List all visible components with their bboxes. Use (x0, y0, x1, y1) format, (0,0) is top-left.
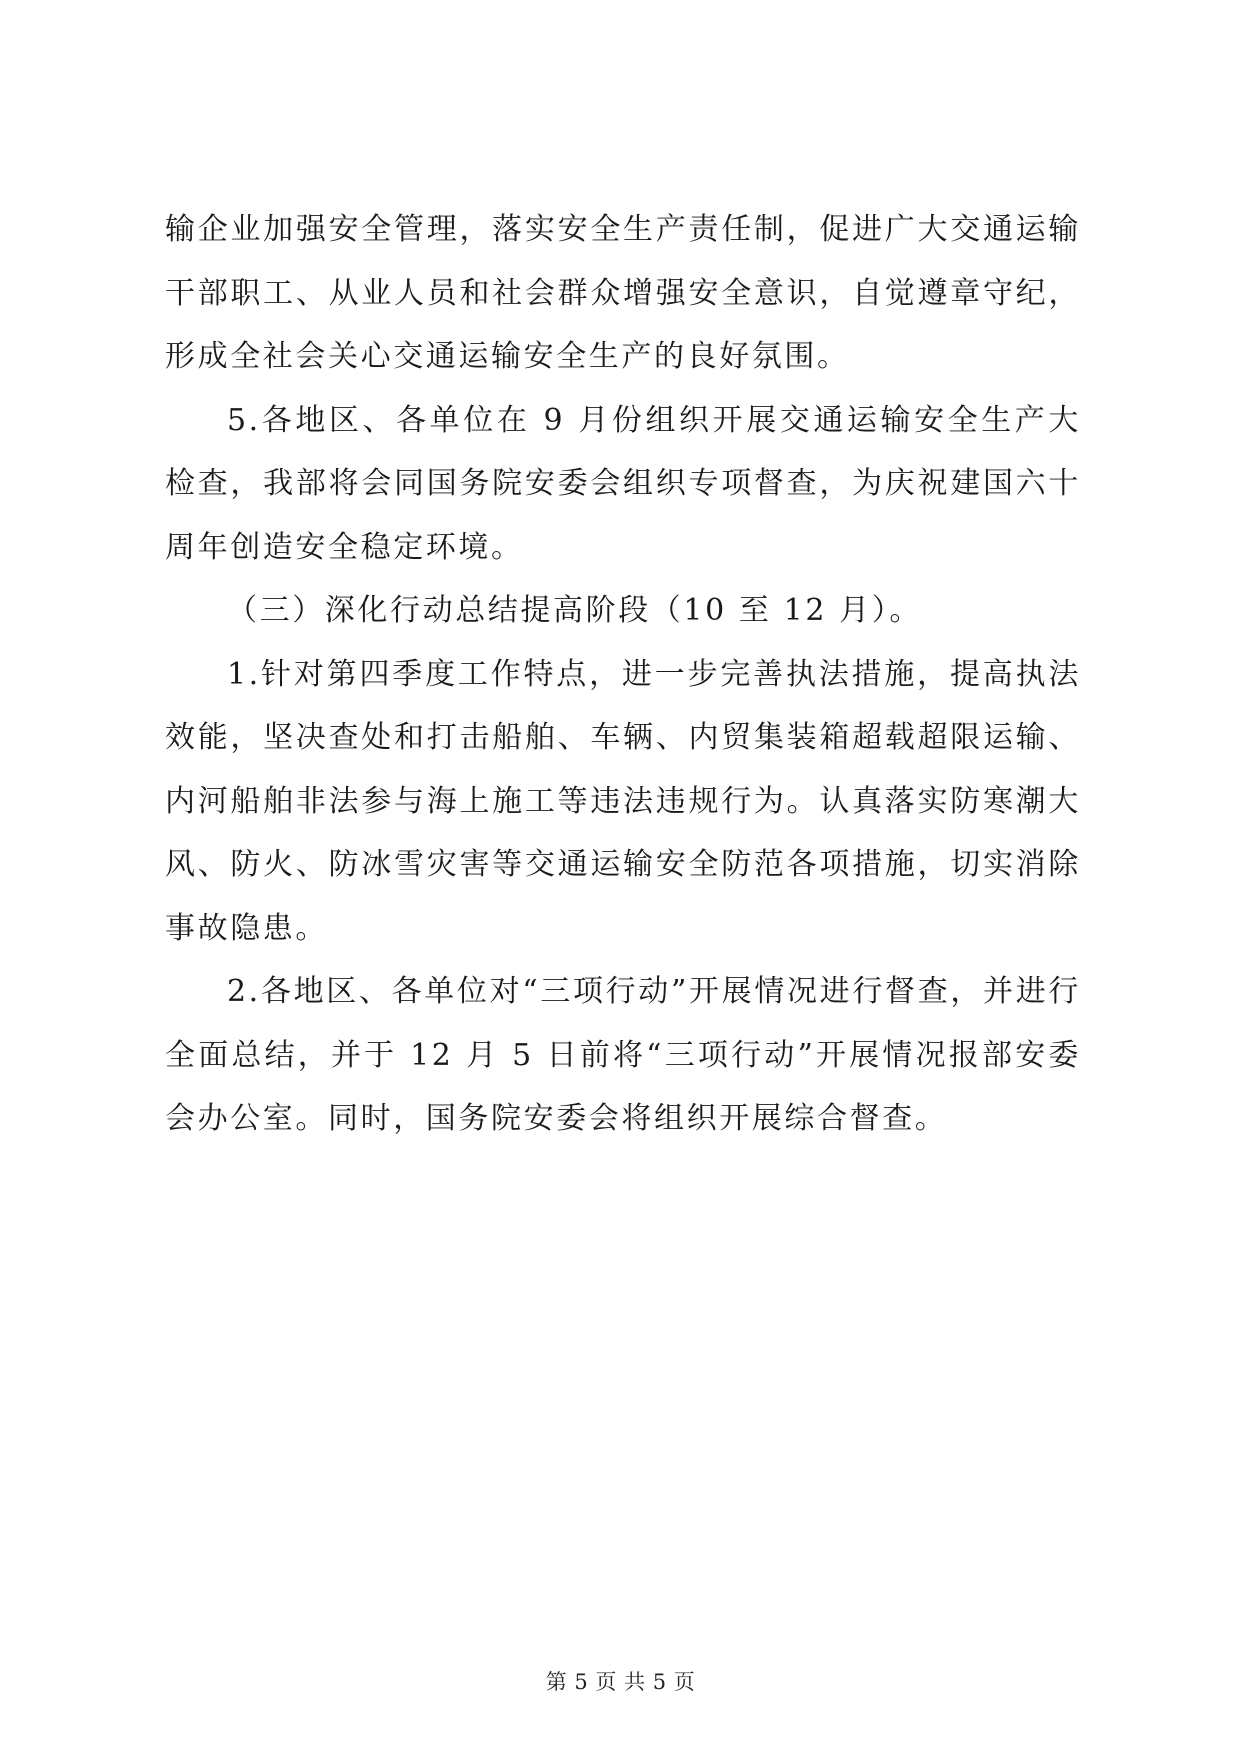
paragraph-item-5: 5.各地区、各单位在 9 月份组织开展交通运输安全生产大检查，我部将会同国务院安委会组织专项督查，为庆祝建国六十周年创造安全稳定环境。 (165, 402, 1081, 565)
paragraph-item-2: 2.各地区、各单位对“三项行动”开展情况进行督查，并进行全面总结，并于 12 月 5 日前将“三项行动”开展情况报部安委会办公室。同时，国务院安委会将组织开展综合督查。 (165, 974, 1081, 1136)
document-body (165, 198, 1081, 1151)
paragraph-continuation: 输企业加强安全管理，落实安全生产责任制，促进广大交通运输干部职工、从业人员和社会群众增强安全意识，自觉遵章守纪，形成全社会关心交通运输安全生产的良好氛围。 (165, 212, 1081, 374)
paragraph-item-1: 1.针对第四季度工作特点，进一步完善执法措施，提高执法效能，坚决查处和打击船舶、车辆、内贸集装箱超载超限运输、内河船舶非法参与海上施工等违法违规行为。认真落实防寒潮大风、防火、防冰雪灾害等交通运输安全防范各项措施，切实消除事故隐患。 (165, 656, 1081, 946)
section-heading-stage-3: （三）深化行动总结提高阶段（10 至 12 月）。 (227, 593, 922, 628)
page-footer: 第 5 页 共 5 页 (545, 1670, 696, 1694)
